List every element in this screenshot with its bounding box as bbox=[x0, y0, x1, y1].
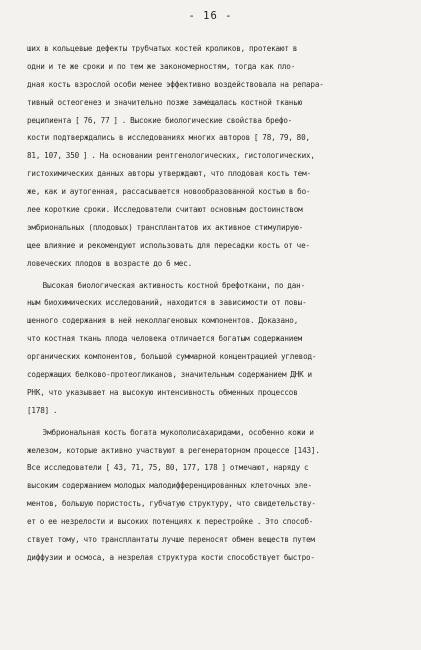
text-line: щее влияние и рекомендуют использовать для пересадки кость от че- bbox=[27, 240, 310, 250]
text-line: органических компонентов, большой суммарной концентрацией углевод- bbox=[27, 352, 317, 362]
text-line: тивный остеогенез и значительно позже замещалась костной тканью bbox=[27, 97, 303, 107]
text-line: кости подтверждались в исследованиях многих авторов [ 78, 79, 80, bbox=[27, 133, 310, 143]
text-line: реципиента [ 76, 77 ] . Высокие биологические свойства брефо- bbox=[27, 115, 293, 125]
text-line: дная кость взрослой особи менее эффективно воздействовала на репара- bbox=[27, 79, 324, 89]
text-line: ших в кольцевые дефекты трубчатых костей кроликов, протекают в bbox=[27, 44, 298, 53]
text-line: железом, которые активно участвуют в регенераторном процессе [143]. bbox=[27, 445, 320, 455]
text-line: одни и те же сроки и по тем же закономерностям, тогда как пло- bbox=[27, 61, 296, 71]
text-line: 81, 107, 350 ] . На основании рентгенологических, гистологических, bbox=[27, 151, 315, 161]
text-line: что костная ткань плода человека отличается богатым содержанием bbox=[27, 334, 303, 344]
text-line: РНК, что указывает на высокую интенсивность обменных процессов bbox=[27, 387, 298, 397]
text-line: [178] . bbox=[27, 405, 58, 415]
text-line: лее короткие сроки. Исследователи считают основным достоинством bbox=[27, 205, 303, 215]
text-line: ментов, большую пористость, губчатую структуру, что свидетельству- bbox=[27, 499, 316, 509]
text-line: гистохимических данных авторы утверждают, что плодовая кость тем- bbox=[27, 169, 311, 179]
text-line: Высокая биологическая активность костной брефоткани, по дан- bbox=[27, 280, 305, 290]
text-line: эмбриональных (плодовых) трансплантатов их активное стимулирую- bbox=[27, 222, 304, 232]
text-line: же, как и аутогенная, рассасывается новообразованной костью в бо- bbox=[27, 187, 311, 197]
body-text bbox=[27, 40, 410, 567]
text-line: Все исследователи [ 43, 71, 75, 80, 177, 178 ] отмечают, наряду с bbox=[27, 463, 309, 473]
text-line: ет о ее незрелости и высоких потенциях к перестройке . Это способ- bbox=[27, 517, 314, 527]
text-line: ловеческих плодов в возрасте до 6 мес. bbox=[27, 258, 193, 268]
text-line: содержащих белково-протеогликанов, значительным содержанием ДНК и bbox=[27, 370, 312, 380]
text-line: ствует тому, что трансплантаты лучше переносят обмен веществ путем bbox=[27, 535, 315, 545]
text-line: Эмбриональная кость богата мукополисахаридами, особенно кожи и bbox=[27, 427, 314, 437]
page-number: - 16 - bbox=[188, 10, 233, 22]
text-line: ным биохимических исследований, находится в зависимости от повы- bbox=[27, 298, 307, 308]
text-line: высоким содержанием молодых малодифференцированных клеточных эле- bbox=[27, 481, 312, 491]
text-line: шенного содержания в ней неколлагеновых компонентов. Доказано, bbox=[27, 316, 299, 326]
text-line: диффузии и осмоса, а незрелая структура кости способствует быстро- bbox=[27, 552, 315, 562]
